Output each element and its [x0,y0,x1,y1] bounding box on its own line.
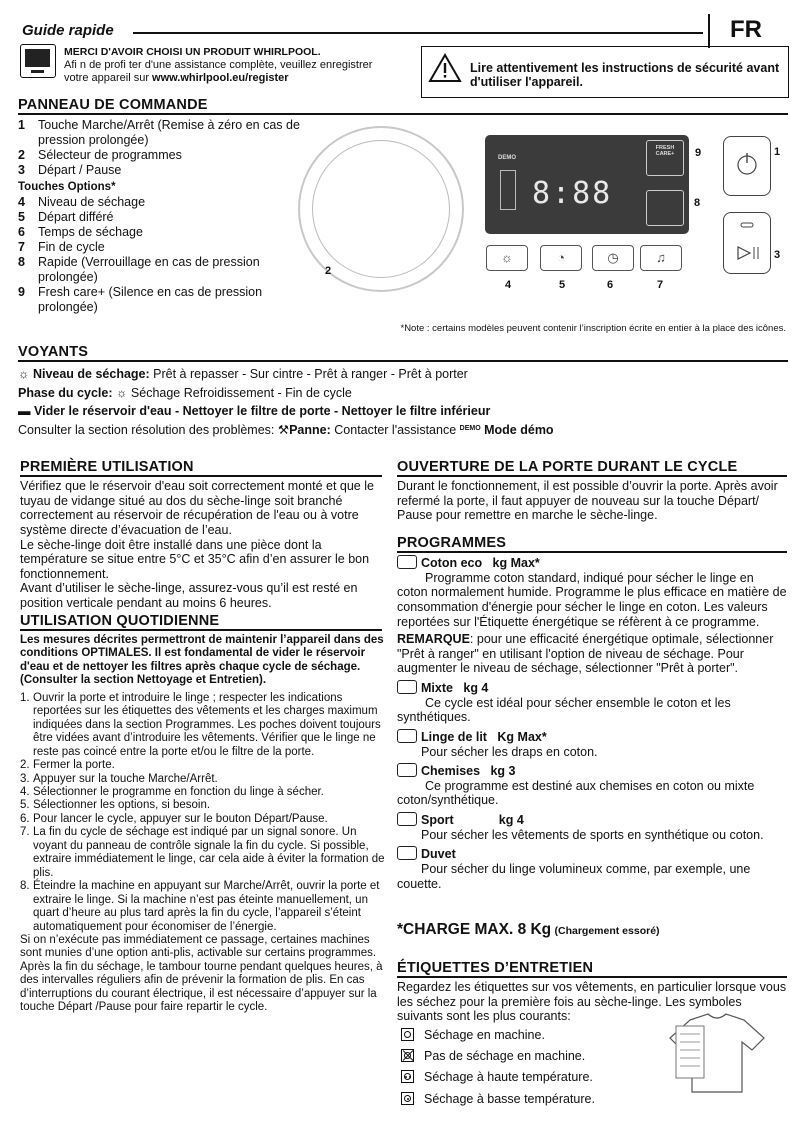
item-number: 9 [18,284,25,299]
callout-4: 4 [505,279,512,291]
sport-icon [397,812,417,826]
item-number: 4 [18,194,25,209]
voyant-text: Prêt à repasser - Sur cintre - Prêt à ranger - Prêt à porter [153,367,468,381]
program-load: kg 4 [498,813,524,827]
item-number: 2 [18,148,25,162]
item-number: 1 [18,118,25,132]
item-text: Départ / Pause [38,163,122,177]
demo-label: Mode démo [484,423,554,437]
quotidienne-text [20,634,385,1015]
program-name: Duvet [421,847,456,862]
paragraph: Si on n’exécute pas immédiatement ce passage, certaines machines sont munies d’une option anti-plis, activable sur certains programmes. [20,933,377,960]
program-name: Coton eco [421,556,483,570]
care-text: Pas de séchage en machine. [424,1049,586,1063]
item-text: Départ différé [38,209,114,224]
icons-note: *Note : certains modèles peuvent contenir l’inscription écrite en entier à la place des icônes. [400,323,786,334]
section-rule [20,475,382,477]
tshirt-label-icon [662,1010,772,1096]
start-pause-button[interactable] [723,212,771,274]
list-item [20,813,385,826]
program-item [397,846,787,891]
no-tumble-dry-icon [401,1049,414,1062]
section-heading-voyants: VOYANTS [18,344,89,360]
program-desc: Ce programme est destiné aux chemises en coton ou mixte coton/synthétique. [397,778,755,808]
section-rule [397,976,787,978]
step-text: Sélectionner le programme en fonction du linge à sécher. [33,785,324,798]
voyant-phase: Phase du cycle: ☼ Séchage Refroidissement - Fin de cycle [18,386,352,400]
step-text: Ouvrir la porte et introduire le linge ; respecter les indications reportées sur les étiquettes des vêtements et les charges maximum indiquées dans la section Programmes. Les poches doivent toujours être vidées avant d’introduire les vêtements. Vérifier que le linge ne reste pas coincé entre la porte et/ou le filtre de la porte. [33,691,381,758]
bed-linen-icon [397,729,417,743]
program-item [397,555,787,629]
voyant-label: Phase du cycle: [18,386,113,400]
step-text: Sélectionner les options, si besoin. [33,799,211,812]
callout-7: 7 [657,279,664,291]
voyant-text: Consulter la section résolution des problèmes: [18,423,275,437]
voyant-text: Séchage Refroidissement - Fin de cycle [130,386,352,400]
care-item [401,1028,545,1043]
computer-icon [20,44,56,78]
care-text: Séchage à basse température. [424,1092,595,1106]
max-load-note: (Chargement essoré) [554,925,660,937]
program-desc: Pour sécher du linge volumineux comme, par exemple, une couette. [397,861,751,891]
program-item [397,729,787,759]
high-temp-dry-icon [401,1070,414,1083]
list-item [20,692,385,759]
step-number: 3. [20,772,30,785]
item-text: Sélecteur de programmes [38,148,182,162]
register-note [64,46,404,85]
warning-line-2: d'utiliser l'appareil. [470,75,583,90]
program-desc: Programme coton standard, indiqué pour sécher le linge en coton normalement humide. Programme le plus efficace en matière de consommation d'énergie pour sécher le linge en coton. Les valeurs reportées sur l'Étiquette énergétique se réfèrent à ce programme. [397,570,787,629]
tank-icon: ▬ [18,404,31,418]
callout-1: 1 [774,146,781,158]
control-panel-list [18,118,308,315]
step-number: 1. [20,691,30,704]
list-item [18,118,308,148]
paragraph: Avant d’utiliser le sèche-linge, assurez-vous qu’il est resté en position verticale pendant au moins 6 heures. [20,581,358,610]
step-text: La fin du cycle de séchage est indiqué par un signal sonore. Un voyant du panneau de contrôle signale la fin du cycle. Si possible, extraire immédiatement le linge, car cela aide à éviter la formation de plis. [33,826,385,879]
voyant-label: Niveau de séchage: [32,367,150,381]
list-item [20,786,385,799]
program-desc: Pour sécher les vêtements de sports en synthétique ou coton. [421,827,764,842]
remarque-label: REMARQUE [397,632,470,647]
voyant-filters [18,404,490,419]
thanks-line: Afi n de profi ter d'une assistance complète, veuillez enregistrer [64,58,373,71]
list-item [20,799,385,812]
dryness-level-icon [500,170,516,210]
programmes-list [397,555,787,891]
section-rule [397,551,787,553]
premiere-text [20,479,385,611]
header-rule [133,32,703,34]
max-load [397,921,660,939]
item-text: Fresh care+ (Silence en cas de pression prolongée) [38,284,263,314]
callout-6: 6 [607,279,614,291]
program-load: kg Max* [492,556,540,570]
list-item [20,773,385,786]
list-item [18,163,308,178]
list-item [18,285,308,315]
list-item [18,225,308,240]
program-load: kg 3 [490,764,516,779]
ouverture-text: Durant le fonctionnement, il est possible d’ouvrir la porte. Après avoir refermé la porte, il faut appuyer de nouveau sur la touche Départ/ Pause pour remettre en marche le sèche-linge. [397,479,778,523]
paragraph: Le sèche-linge doit être installé dans une pièce dont la température se situe entre 5°C et 35°C afin d’en assurer le bon fonctionnement. [20,537,370,581]
play-pause-icon [724,213,770,273]
register-link[interactable]: www.whirlpool.eu/register [152,71,289,84]
demo-icon: DEMO [459,425,481,432]
shirt-icon [397,763,417,777]
step-number: 5. [20,799,30,812]
paragraph: Vérifiez que le réservoir d'eau soit correctement monté et que le tuyau de vidange situé au dos du sèche-linge soit branché correctement au réservoir de récupération de l'eau ou à votre système directe d’évacuation de l’eau. [20,479,374,537]
program-name: Linge de lit [421,729,487,744]
item-number: 6 [18,224,25,239]
section-rule [20,629,382,631]
warning-icon [428,52,462,84]
program-item [397,680,787,725]
end-cycle-button[interactable]: ♫ [640,245,682,271]
item-number: 3 [18,163,25,177]
low-temp-dry-icon [401,1092,414,1105]
quick-button[interactable] [646,190,684,226]
intro-paragraph: Les mesures décrites permettront de maintenir l’appareil dans des conditions OPTIMALES. Il est fondamental de vider le réservoir d'eau et de nettoyer les filtres après chaque cycle de séchage. (Consulter la section Nettoyage et Entretien). [20,634,384,687]
lang-code: FR [730,16,762,43]
display-digits: 8:88 [532,176,613,211]
warning-text [470,61,782,90]
program-name: Mixte [421,681,453,695]
care-item [401,1070,593,1085]
list-item [18,195,308,210]
warning-line-1: Lire attentivement les instructions de sécurité avant [470,61,780,75]
duvet-icon [397,846,417,860]
program-load: Kg Max* [497,729,547,744]
item-number: 8 [18,254,25,269]
step-number: 6. [20,812,30,825]
power-button[interactable] [723,136,771,196]
list-item [18,148,308,163]
section-heading-ouverture: OUVERTURE DE LA PORTE DURANT LE CYCLE [397,459,738,475]
care-item [401,1049,585,1064]
list-item [20,826,385,880]
step-number: 2. [20,759,30,772]
contact-text: Contacter l'assistance [334,423,457,437]
fresh-care-label: FRESH CARE+ [655,145,675,158]
step-text: Fermer la porte. [33,759,115,772]
guide-title: Guide rapide [22,22,114,39]
max-load-value: *CHARGE MAX. 8 Kg [397,921,552,938]
item-text: Rapide (Verrouillage en cas de pression prolongée) [38,254,260,284]
list-item [20,880,385,934]
voyant-dryness: ☼ Niveau de séchage: Prêt à repasser - Sur cintre - Prêt à ranger - Prêt à porter [18,367,468,381]
item-text: Temps de séchage [38,224,143,239]
section-rule [18,360,788,362]
step-text: Éteindre la machine en appuyant sur Marche/Arrêt, ouvrir la porte et extraire le linge. Si la machine n’est pas éteinte manuellement, un quart d’heure au plus tard après la fin du cycle, l’appareil s’éteint automatiquement pour économiser de l’énergie. [33,880,380,933]
list-item [18,210,308,225]
display-demo-label: DEMO [498,155,516,161]
program-name: Sport [421,813,454,827]
step-text: Appuyer sur la touche Marche/Arrêt. [33,772,218,785]
remarque [397,632,787,676]
callout-8: 8 [694,197,701,209]
section-rule [397,475,787,477]
voyant-troubleshoot [18,423,554,438]
program-desc: Ce cycle est idéal pour sécher ensemble le coton et les synthétiques. [397,695,731,725]
callout-5: 5 [559,279,566,291]
dial-inner-ring [312,140,450,278]
thanks-title: MERCI D'AVOIR CHOISI UN PRODUIT WHIRLPOOL. [64,46,321,58]
section-heading-etiquettes: ÉTIQUETTES D’ENTRETIEN [397,960,594,976]
callout-9: 9 [695,147,702,159]
etiquettes-intro: Regardez les étiquettes sur vos vêtements, en particulier lorsque vous les séchez pour la première fois au sèche-linge. Les symboles suivants sont les plus courants: [397,980,787,1024]
wrench-icon: ⚒ [277,423,290,437]
item-number: 7 [18,239,25,254]
panne-label: Panne: [289,423,331,437]
power-icon [724,137,770,195]
program-load: kg 4 [463,681,489,695]
item-number: 5 [18,209,25,224]
list-item [18,240,308,255]
program-desc: Pour sécher les draps en coton. [421,744,598,759]
section-rule [18,113,788,115]
care-item [401,1092,595,1107]
program-item [397,812,787,842]
step-number: 8. [20,880,30,893]
callout-3: 3 [774,249,781,261]
list-item [20,759,385,772]
care-text: Séchage à haute température. [424,1070,593,1084]
section-heading-panneau: PANNEAU DE COMMANDE [18,97,208,113]
item-text: Fin de cycle [38,239,105,254]
mixed-icon [397,680,417,694]
dryness-level-button[interactable]: ☼ [486,245,528,271]
options-title: Touches Options* [18,181,116,193]
item-text: Niveau de séchage [38,194,146,209]
step-number: 4. [20,785,30,798]
remarque-text: : pour une efficacité énergétique optimale, sélectionner "Prêt à ranger" en utilisant l'option de niveau de séchage. Pour augmenter le niveau de séchage, sélectionner "Prêt à porter". [397,632,774,676]
item-text: Touche Marche/Arrêt (Remise à zéro en cas de pression prolongée) [38,118,300,147]
section-heading-premiere: PREMIÈRE UTILISATION [20,459,194,475]
steps-list [20,692,385,934]
delay-start-button[interactable]: ◔ [540,245,582,271]
section-heading-programmes: PROGRAMMES [397,535,507,551]
care-text: Séchage en machine. [424,1028,545,1042]
drying-time-button[interactable]: ◷ [592,245,634,271]
dial-number: 2 [325,265,332,277]
cotton-icon [397,555,417,569]
step-text: Pour lancer le cycle, appuyer sur le bouton Départ/Pause. [33,812,328,825]
program-name: Chemises [421,764,481,779]
tumble-dry-icon [401,1028,414,1041]
step-number: 7. [20,826,30,839]
program-item [397,763,787,808]
paragraph: Après la fin du séchage, le tambour tourne pendant quelques heures, à des intervalles réguliers afin de prévenir la formation de plis. En cas d’interruptions du courant électrique, il est nécessaire d’appuyer sur la touche Départ /Pause pour faire repartir le cycle. [20,960,383,1014]
thanks-line-pre: votre appareil sur [64,71,153,84]
section-heading-quotidienne: UTILISATION QUOTIDIENNE [20,613,220,629]
list-item [18,255,308,285]
voyant-text: Vider le réservoir d'eau - Nettoyer le filtre de porte - Nettoyer le filtre inférieur [33,404,491,418]
